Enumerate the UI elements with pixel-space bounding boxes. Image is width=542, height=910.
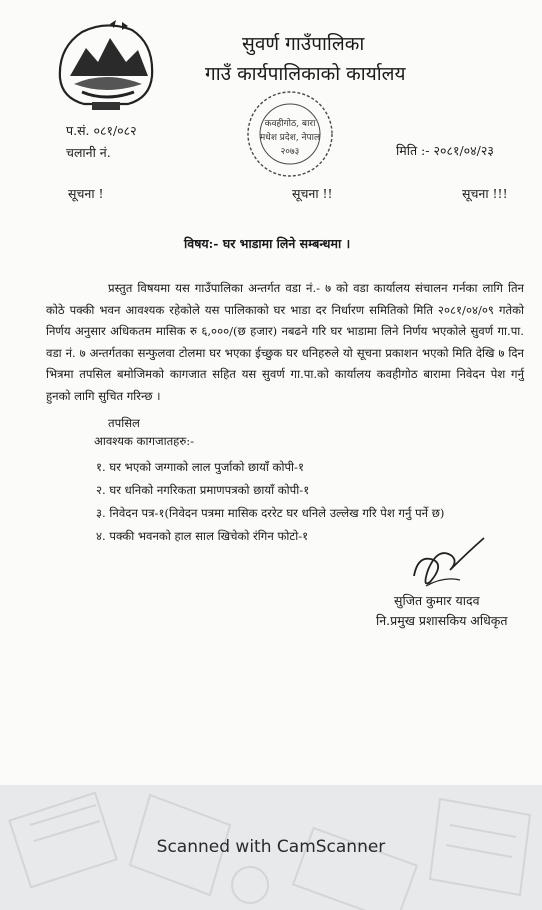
required-documents-list xyxy=(96,456,444,548)
signer-name: सुजित कुमार यादव xyxy=(394,593,480,608)
document-item: १. घर भएको जग्गाको लाल पुर्जाको छायाँ कोपी-१ xyxy=(96,460,304,474)
body-paragraph: प्रस्तुत विषयमा यस गाउँपालिका अन्तर्गत वडा नं.- ७ को वडा कार्यालय संचालन गर्नका लागि तिन कोठे पक्की भवन आवश्यक रहेकोले यस पालिकाको घर भाडा दर निर्धारण समितिको मिति २०८१/०४/०९ गतेको निर्णय अनुसार अधिकतम मासिक रु ६,०००/(छ हजार) नबढने गरि घर भाडामा लिने निर्णय भएकोले सुवर्ण गा.पा. वडा नं. ७ अन्तर्गतका सन्फुलवा टोलमा घर भएका ईच्छुक घर धनिहरुले यो सूचना प्रकाशन भएको मिति देखि ७ दिन भित्रमा तपसिल बमोजिमको कागजात सहित यस सुवर्ण गा.पा.को कार्यालय कवहीगोठ बारामा निवेदन पेश गर्नु हुनको लागि सुचित गरिन्छ । xyxy=(46,281,524,403)
required-documents-heading: आवश्यक कागजातहरु:- xyxy=(94,434,195,448)
office-name: सुवर्ण गाउँपालिका xyxy=(242,33,365,55)
office-stamp-icon xyxy=(244,88,336,180)
notice-label-3: सूचना !!! xyxy=(462,186,508,201)
nepal-emblem-icon xyxy=(52,18,160,114)
signer-title: नि.प्रमुख प्रशासकिय अधिकृत xyxy=(376,613,508,628)
signature-icon xyxy=(408,530,490,596)
document-item: २. घर धनिको नगरिकता प्रमाणपत्रको छायाँ कोपी-१ xyxy=(96,483,310,497)
stamp-line-1: कवहीगोठ, बारा xyxy=(264,119,316,129)
reference-number: प.सं. ०८१/०८२ xyxy=(66,123,137,138)
scanner-label: Scanned with CamScanner xyxy=(156,837,386,857)
notice-label-2: सूचना !! xyxy=(292,186,333,201)
scanner-watermark-band xyxy=(0,785,542,910)
subject-line: विषय:- घर भाडामा लिने सम्बन्धमा । xyxy=(184,236,351,251)
details-heading: तपसिल xyxy=(108,416,140,430)
document-item: ३. निवेदन पत्र-१(निवेदन पत्रमा मासिक दररेट घर धनिले उल्लेख गरि पेश गर्नु पर्ने छ) xyxy=(96,506,445,520)
notice-label-1: सूचना ! xyxy=(68,186,104,201)
stamp-year: २०७३ xyxy=(280,147,300,157)
dispatch-number: चलानी नं. xyxy=(66,145,111,160)
stamp-line-2: मधेश प्रदेश, नेपाल xyxy=(259,133,321,143)
office-subtitle: गाउँ कार्यपालिकाको कार्यालय xyxy=(205,63,406,85)
letter-date: मिति :- २०८१/०४/२३ xyxy=(396,143,494,158)
document-item: ४. पक्की भवनको हाल साल खिचेको रंगिन फोटो-१ xyxy=(96,529,309,543)
